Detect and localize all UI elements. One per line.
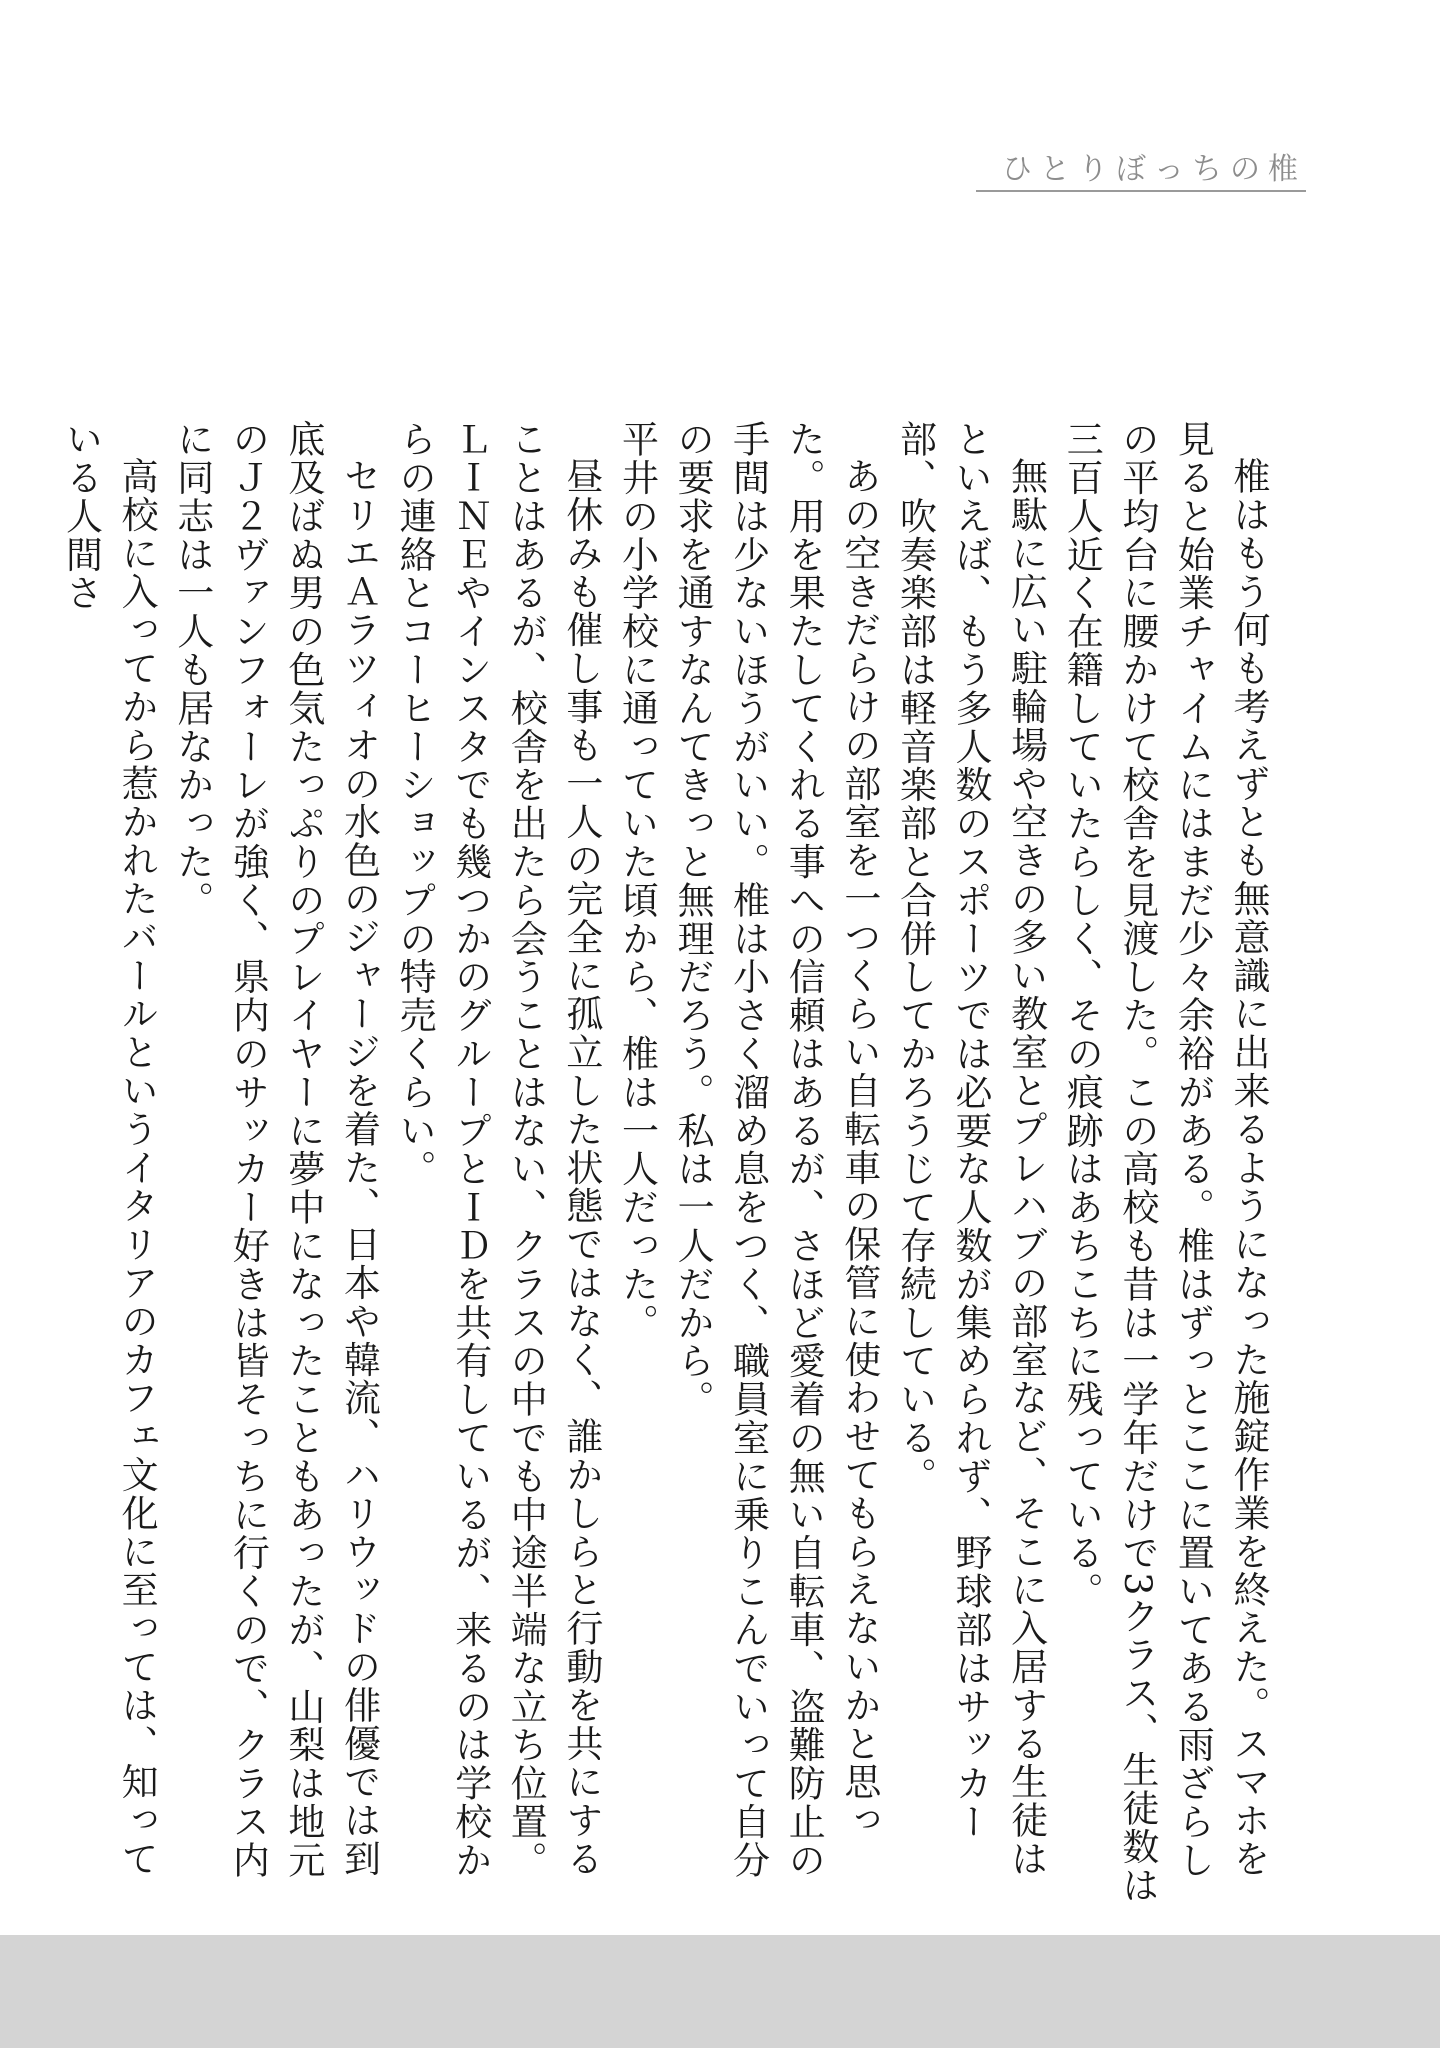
paragraph: 無駄に広い駐輪場や空きの多い教室とプレハブの部室など、そこに入居する生徒はといえば、もう多人数のスポーツでは必要な人数が集められず、野球部はサッカー部、吹奏楽部は軽音楽部と合併してかろうじて存続している。 (893, 420, 1048, 1878)
bottom-bar (0, 1935, 1440, 2048)
vertical-body-text (59, 420, 1276, 1910)
chapter-title: ひとりぼっちの椎 (1002, 152, 1306, 187)
paragraph: 椎はもう何も考えずとも無意識に出来るようになった施錠作業を終えた。スマホを見ると始業チャイムにはまだ少々余裕がある。椎はずっとここに置いてある雨ざらしの平均台に腰かけて校舎を見渡した。この高校も昔は一学年だけで3クラス、生徒数は三百人近く在籍していたらしく、その痕跡はあちこちに残っている。 (1060, 420, 1270, 1905)
paragraph: セリエＡラツィオの水色のジャージを着た、日本や韓流、ハリウッドの俳優では到底及ばぬ男の色気たっぷりのプレイヤーに夢中になったこともあったが、山梨は地元のＪ２ヴァンフォーレが強く、県内のサッカー好きは皆そっちに行くので、クラス内に同志は一人も居なかった。 (170, 420, 381, 1880)
paragraph: 高校に入ってから惹かれたバールというイタリアのカフェ文化に至っては、知っている人間さ (59, 420, 159, 1878)
paragraph: あの空きだらけの部室を一つくらい自転車の保管に使わせてもらえないかと思った。用を果たしてくれる事への信頼はあるが、さほど愛着の無い自転車、盗難防止の手間は少ないほうがいい。椎は小さく溜め息をつく、職員室に乗りこんでいって自分の要求を通すなんてきっと無理だろう。私は一人だから。 (671, 420, 881, 1880)
paragraph: 平井の小学校に通っていた頃から、椎は一人だった。 (615, 420, 659, 1342)
running-head (976, 150, 1306, 192)
paragraph: 昼休みも催し事も一人の完全に孤立した状態ではなく、誰かしらと行動を共にすることはあるが、校舎を出たら会うことはない、クラスの中でも中途半端な立ち位置。ＬＩＮＥやインスタでも幾つかのグループとＩＤを共有しているが、来るのは学校からの連絡とコーヒーショップの特売くらい。 (393, 420, 603, 1880)
